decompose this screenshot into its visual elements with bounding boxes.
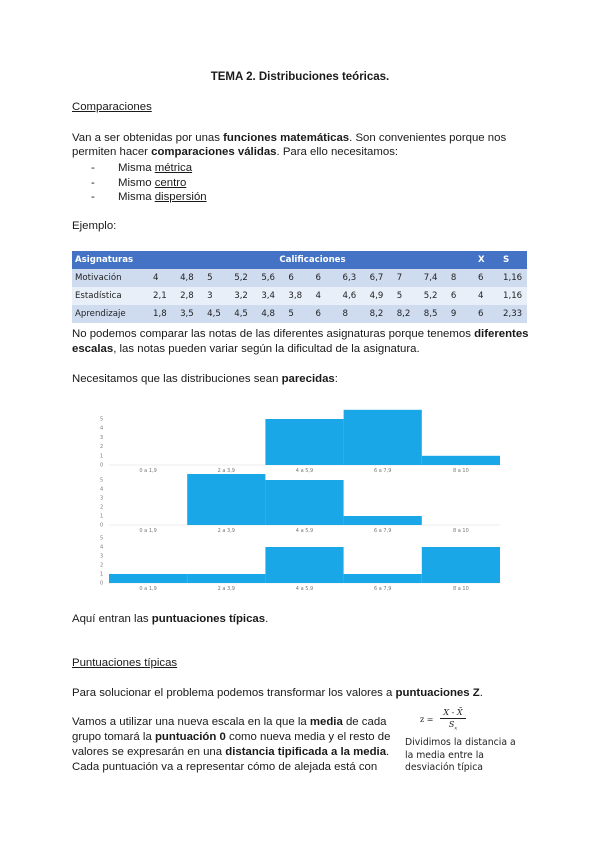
x-category-label: 4 a 5,9	[295, 528, 314, 534]
grade-cell: 8	[448, 269, 475, 287]
formula-note: Dividimos la distancia a la media entre la desviación típica	[405, 737, 516, 773]
table-row	[72, 305, 527, 323]
y-tick-label: 3	[100, 495, 104, 502]
histogram-chart-3	[92, 532, 500, 594]
grade-cell: 6	[448, 287, 475, 305]
histogram-svg	[92, 474, 500, 536]
grade-cell: 5,2	[231, 269, 258, 287]
grade-cell: 3,5	[177, 305, 204, 323]
x-category-label: 0 a 1,9	[139, 586, 157, 592]
x-category-label: 8 a 10	[453, 468, 469, 474]
mean-cell: 6	[475, 269, 500, 287]
x-category-label: 6 a 7,9	[374, 528, 392, 534]
section-heading-comparaciones: Comparaciones	[72, 101, 152, 113]
y-tick-label: 1	[100, 513, 104, 520]
x-category-label: 8 a 10	[453, 586, 469, 592]
grade-cell: 3,2	[231, 287, 258, 305]
grade-cell: 7	[394, 269, 421, 287]
y-tick-label: 0	[100, 462, 104, 469]
paragraph-line: Cada puntuación va a representar cómo de alejada está con	[72, 761, 378, 773]
grade-cell: 2,1	[150, 287, 177, 305]
grade-cell: 4,8	[177, 269, 204, 287]
example-label: Ejemplo:	[72, 220, 117, 232]
table-row	[72, 287, 527, 305]
histogram-bar	[344, 516, 422, 525]
grade-cell: 8,5	[421, 305, 448, 323]
grade-cell: 9	[448, 305, 475, 323]
mean-cell: 4	[475, 287, 500, 305]
y-tick-label: 5	[100, 535, 104, 542]
grade-cell: 8	[340, 305, 367, 323]
x-category-label: 4 a 5,9	[295, 586, 314, 592]
paragraph-line: Necesitamos que las distribuciones sean parecidas:	[72, 373, 338, 385]
y-tick-label: 2	[100, 504, 104, 511]
histogram-bar	[344, 410, 422, 465]
histogram-bar	[265, 419, 343, 465]
header-subject: Asignaturas	[72, 251, 150, 269]
grade-cell: 6	[285, 269, 312, 287]
x-category-label: 0 a 1,9	[139, 468, 157, 474]
y-tick-label: 4	[100, 544, 104, 551]
section-heading-puntuaciones-tipicas: Puntuaciones típicas	[72, 657, 178, 669]
subject-name: Motivación	[72, 269, 150, 287]
histogram-bar	[187, 474, 265, 525]
paragraph-line: escalas, las notas pueden variar según la dificultad de la asignatura.	[72, 343, 420, 355]
histogram-bar	[109, 574, 187, 583]
y-tick-label: 0	[100, 580, 104, 587]
y-tick-label: 3	[100, 553, 104, 560]
formula-denominator: $S_x$	[448, 720, 458, 732]
histogram-bar	[265, 480, 343, 525]
y-tick-label: 1	[100, 571, 104, 578]
paragraph-line: grupo tomará la puntuación 0 como nueva media y el resto de	[72, 731, 391, 743]
y-tick-label: 5	[100, 416, 104, 423]
grade-cell: 5,2	[421, 287, 448, 305]
histogram-chart-2	[92, 474, 500, 536]
grade-cell: 4	[312, 287, 339, 305]
table-row	[72, 269, 527, 287]
y-tick-label: 4	[100, 486, 104, 493]
list-item: - Misma métrica	[91, 162, 193, 174]
paragraph-line: Vamos a utilizar una nueva escala en la que la media de cada	[72, 716, 387, 728]
grade-cell: 6,7	[367, 269, 394, 287]
y-tick-label: 4	[100, 425, 104, 432]
x-category-label: 2 a 3,9	[217, 586, 235, 592]
y-tick-label: 2	[100, 562, 104, 569]
grade-cell: 6	[312, 269, 339, 287]
grade-cell: 3	[204, 287, 231, 305]
paragraph-line: Para solucionar el problema podemos transformar los valores a puntuaciones Z.	[72, 687, 483, 699]
formula-numerator: X - X̄	[440, 708, 466, 719]
paragraph-line: Van a ser obtenidas por unas funciones matemáticas. Son convenientes porque nos	[72, 132, 507, 144]
histogram-svg	[92, 404, 500, 476]
mean-cell: 6	[475, 305, 500, 323]
x-category-label: 4 a 5,9	[295, 468, 314, 474]
x-category-label: 2 a 3,9	[217, 528, 235, 534]
histogram-chart-1	[92, 404, 500, 476]
histogram-bar	[422, 456, 500, 465]
grade-cell: 4,5	[204, 305, 231, 323]
x-category-label: 8 a 10	[453, 528, 469, 534]
header-grades: Calificaciones	[150, 251, 475, 269]
formula-lhs: z =	[420, 715, 434, 724]
x-category-label: 6 a 7,9	[374, 468, 392, 474]
paragraph-line: Aquí entran las puntuaciones típicas.	[72, 613, 269, 625]
x-category-label: 0 a 1,9	[139, 528, 157, 534]
grade-cell: 5	[285, 305, 312, 323]
histogram-bar	[422, 547, 500, 583]
histogram-bar	[265, 547, 343, 583]
y-tick-label: 0	[100, 522, 104, 529]
grade-cell: 2,8	[177, 287, 204, 305]
y-tick-label: 5	[100, 477, 104, 484]
grade-cell: 6,3	[340, 269, 367, 287]
grade-cell: 8,2	[394, 305, 421, 323]
subject-name: Estadística	[72, 287, 150, 305]
requirements-list	[91, 161, 207, 205]
table-header-row	[72, 251, 527, 269]
grade-cell: 5,6	[258, 269, 285, 287]
grades-table	[72, 251, 527, 323]
grade-cell: 4,6	[340, 287, 367, 305]
grade-cell: 4,9	[367, 287, 394, 305]
grade-cell: 3,8	[285, 287, 312, 305]
grade-cell: 4	[150, 269, 177, 287]
grade-cell: 4,8	[258, 305, 285, 323]
page-title: TEMA 2. Distribuciones teóricas.	[210, 71, 390, 83]
y-tick-label: 3	[100, 434, 104, 441]
subject-name: Aprendizaje	[72, 305, 150, 323]
paragraph-line: valores se expresarán en una distancia tipificada a la media.	[72, 746, 390, 758]
list-item: - Misma dispersión	[91, 191, 207, 203]
paragraph-line: No podemos comparar las notas de las diferentes asignaturas porque tenemos diferentes	[72, 328, 529, 340]
grade-cell: 7,4	[421, 269, 448, 287]
sd-cell: 1,16	[500, 269, 527, 287]
x-category-label: 6 a 7,9	[374, 586, 392, 592]
paragraph-line: permiten hacer comparaciones válidas. Para ello necesitamos:	[72, 146, 399, 158]
grade-cell: 6	[312, 305, 339, 323]
x-category-label: 2 a 3,9	[217, 468, 235, 474]
histogram-bar	[187, 574, 265, 583]
y-tick-label: 2	[100, 444, 104, 451]
header-sd: S	[500, 251, 527, 269]
grade-cell: 3,4	[258, 287, 285, 305]
header-mean: X	[475, 251, 500, 269]
histogram-svg	[92, 532, 500, 594]
sd-cell: 2,33	[500, 305, 527, 323]
sd-cell: 1,16	[500, 287, 527, 305]
grade-cell: 8,2	[367, 305, 394, 323]
grade-cell: 5	[394, 287, 421, 305]
grade-cell: 1,8	[150, 305, 177, 323]
grade-cell: 4,5	[231, 305, 258, 323]
histogram-bar	[344, 574, 422, 583]
list-item: - Mismo centro	[91, 176, 187, 189]
grade-cell: 5	[204, 269, 231, 287]
y-tick-label: 1	[100, 453, 104, 460]
